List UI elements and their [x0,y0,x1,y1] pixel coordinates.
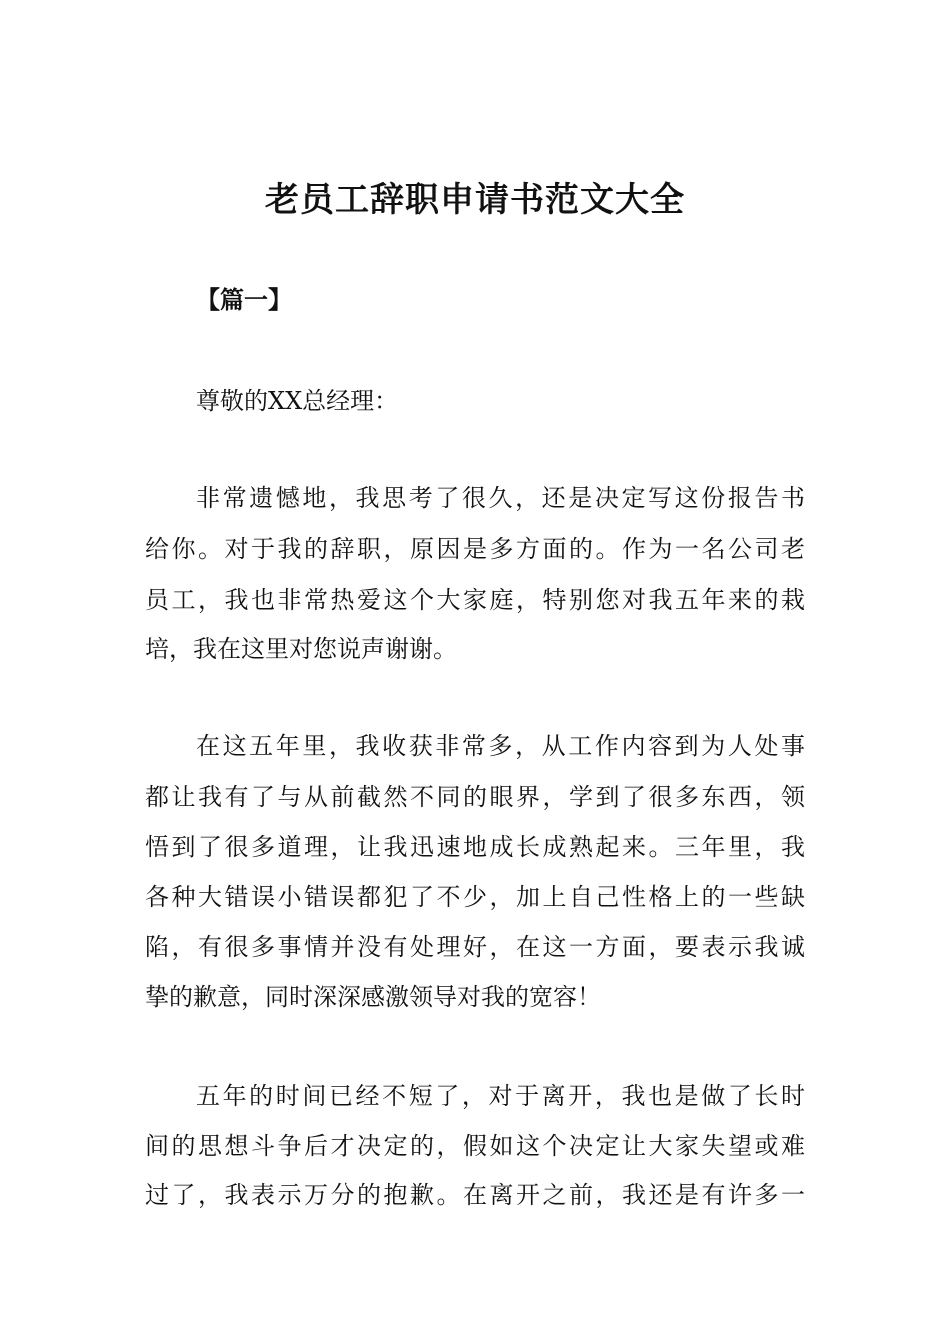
paragraph-2-line-5: 陷，有很多事情并没有处理好，在这一方面，要表示我诚 [145,933,805,961]
paragraph-2-line-2: 都让我有了与从前截然不同的眼界，学到了很多东西，领 [145,783,805,811]
document-title: 老员工辞职申请书范文大全 [265,180,685,220]
paragraph-1-line-3: 员工，我也非常热爱这个大家庭，特别您对我五年来的栽 [145,586,805,614]
paragraph-1-line-2: 给你。对于我的辞职，原因是多方面的。作为一名公司老 [145,535,805,563]
paragraph-2-line-1: 在这五年里，我收获非常多，从工作内容到为人处事 [196,732,805,760]
paragraph-3-line-3: 过了，我表示万分的抱歉。在离开之前，我还是有许多一 [145,1181,805,1209]
paragraph-1-line-4: 培，我在这里对您说声谢谢。 [145,635,457,663]
paragraph-2-line-4: 各种大错误小错误都犯了不少，加上自己性格上的一些缺 [145,883,805,911]
paragraph-3-line-2: 间的思想斗争后才决定的，假如这个决定让大家失望或难 [145,1132,805,1160]
paragraph-3-line-1: 五年的时间已经不短了，对于离开，我也是做了长时 [196,1082,805,1110]
paragraph-1-line-1: 非常遗憾地，我思考了很久，还是决定写这份报告书 [196,484,805,512]
paragraph-2-line-3: 悟到了很多道理，让我迅速地成长成熟起来。三年里，我 [145,833,805,861]
paragraph-2-line-6: 挚的歉意，同时深深感激领导对我的宽容！ [145,983,601,1011]
salutation: 尊敬的XX总经理： [196,387,399,415]
section-label: 【篇一】 [196,285,292,314]
